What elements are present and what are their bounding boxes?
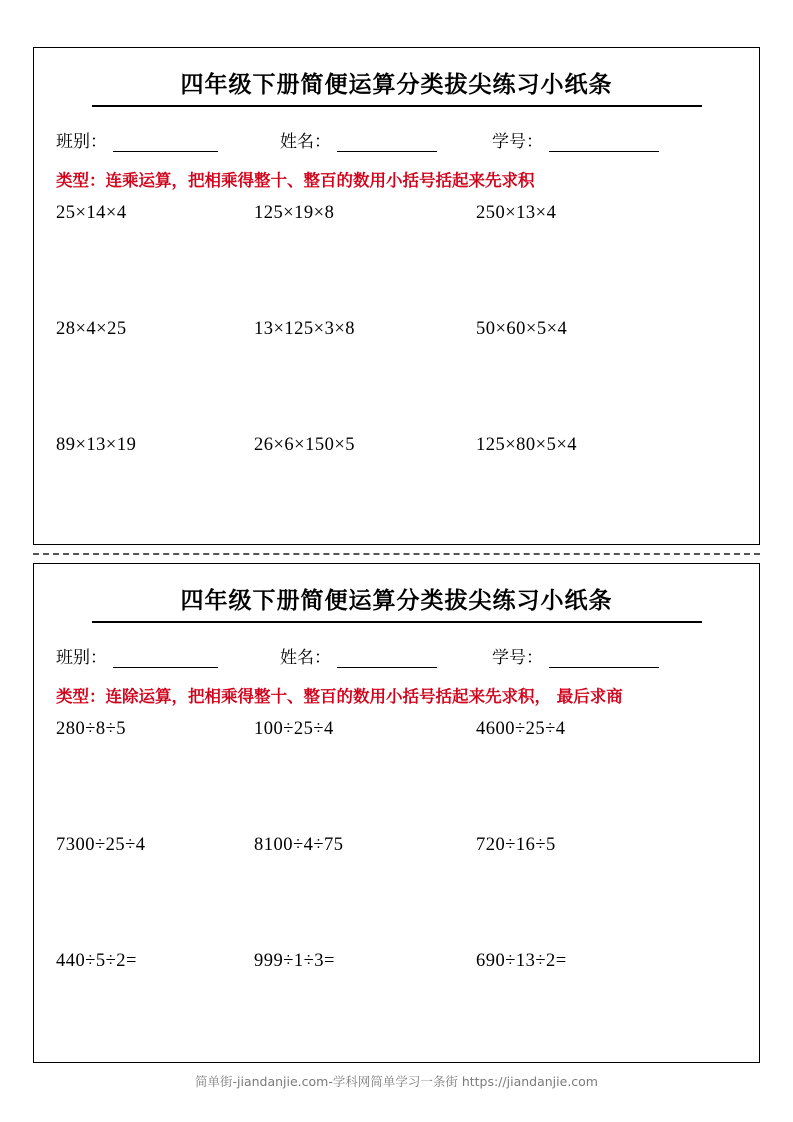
class-input-blank[interactable] (113, 653, 218, 668)
student-id-field (492, 643, 659, 668)
student-id-label: 学号： (492, 647, 543, 668)
sheet-title: 四年级下册简便运算分类拔尖练习小纸条 (180, 72, 613, 98)
sheet-title: 四年级下册简便运算分类拔尖练习小纸条 (180, 588, 613, 614)
problem-item: 13×125×3×8 (254, 319, 356, 340)
problem-row (56, 319, 745, 435)
problem-item: 7300÷25÷4 (56, 835, 146, 856)
class-label: 班别： (56, 131, 107, 152)
problem-row (56, 203, 745, 319)
name-label: 姓名： (280, 131, 331, 152)
problem-item: 440÷5÷2= (56, 951, 137, 972)
class-label: 班别： (56, 647, 107, 668)
problem-item: 125×80×5×4 (476, 435, 578, 456)
title-underline (92, 105, 702, 107)
type-description: 类型：连乘运算，把相乘得整十、整百的数用小括号括起来先求积 (56, 170, 535, 190)
name-field (280, 127, 437, 152)
problem-item: 720÷16÷5 (476, 835, 556, 856)
problem-item: 690÷13÷2= (476, 951, 567, 972)
problem-item: 28×4×25 (56, 319, 127, 340)
problem-grid (34, 719, 759, 1021)
class-field (56, 127, 218, 152)
student-info-row (34, 643, 759, 668)
student-info-row (34, 127, 759, 152)
problem-row (56, 951, 745, 1021)
title-underline (92, 621, 702, 623)
problem-item: 250×13×4 (476, 203, 557, 224)
student-id-label: 学号： (492, 131, 543, 152)
problem-item: 125×19×8 (254, 203, 335, 224)
problem-item: 89×13×19 (56, 435, 137, 456)
problem-row (56, 835, 745, 951)
problem-item: 280÷8÷5 (56, 719, 127, 740)
footer-watermark: 简单街-jiandanjie.com-学科网简单学习一条街 https://jiandanjie.com (194, 1074, 598, 1089)
problem-item: 100÷25÷4 (254, 719, 334, 740)
problem-item: 50×60×5×4 (476, 319, 568, 340)
name-field (280, 643, 437, 668)
class-field (56, 643, 218, 668)
student-id-input-blank[interactable] (549, 137, 659, 152)
cut-line-divider (33, 553, 760, 555)
worksheet-sheet-1 (33, 47, 760, 545)
student-id-field (492, 127, 659, 152)
name-label: 姓名： (280, 647, 331, 668)
problem-item: 26×6×150×5 (254, 435, 356, 456)
class-input-blank[interactable] (113, 137, 218, 152)
name-input-blank[interactable] (337, 653, 437, 668)
problem-item: 25×14×4 (56, 203, 127, 224)
type-description: 类型：连除运算，把相乘得整十、整百的数用小括号括起来先求积， 最后求商 (56, 686, 623, 706)
problem-row (56, 719, 745, 835)
problem-grid (34, 203, 759, 505)
problem-item: 8100÷4÷75 (254, 835, 344, 856)
student-id-input-blank[interactable] (549, 653, 659, 668)
name-input-blank[interactable] (337, 137, 437, 152)
problem-item: 999÷1÷3= (254, 951, 335, 972)
problem-item: 4600÷25÷4 (476, 719, 566, 740)
problem-row (56, 435, 745, 505)
worksheet-sheet-2 (33, 563, 760, 1063)
